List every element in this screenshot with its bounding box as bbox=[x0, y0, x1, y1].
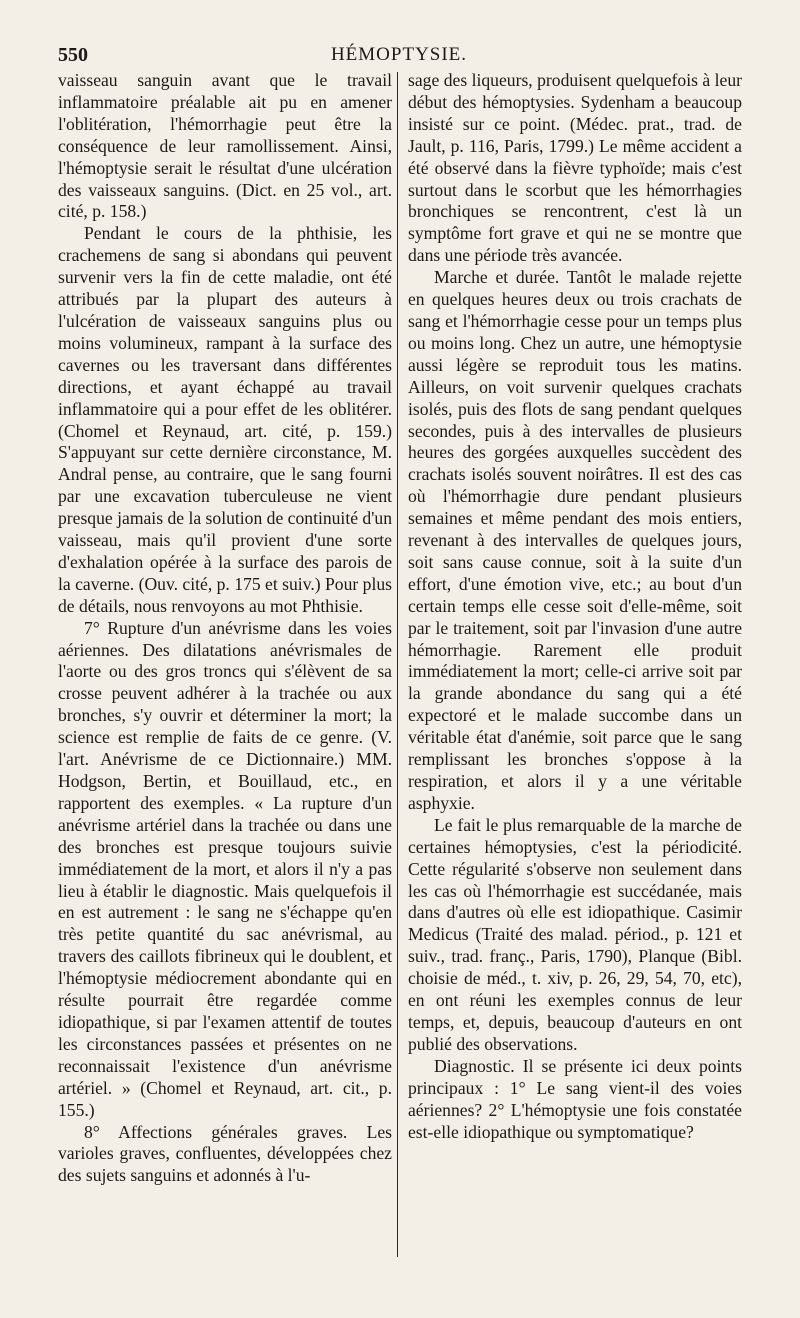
paragraph: Marche et durée. Tantôt le malade rejette en quelques heures deux ou trois crachats de sang et l'hémorrhagie cesse pour un temps plus ou moins long. Chez un autre, une hémoptysie aussi légère se reproduit tous les matins. Ailleurs, on voit survenir quelques crachats isolés, puis des flots de sang pendant quelques secondes, puis à des intervalles de plusieurs heures des gorgées auxquelles succèdent des crachats isolés souvent noirâtres. Il est des cas où l'hémorrhagie dure pendant plusieurs semaines et même pendant des mois entiers, revenant à des intervalles de quelques jours, soit sans cause connue, soit à la suite d'un effort, d'une émotion vive, etc.; au bout d'un certain temps elle cesse soit d'elle-même, soit par le traitement, soit par l'invasion d'une autre hémorrhagie. Rarement elle produit immédiatement la mort; celle-ci arrive soit par la grande abondance du sang qui a été expectoré et le malade succombe dans un véritable état d'anémie, soit parce que le sang remplissant les bronches s'oppose à la respiration, et alors il y a une véritable asphyxie. bbox=[408, 267, 742, 813]
page-header bbox=[58, 40, 760, 70]
paragraph: 8° Affections générales graves. Les varioles graves, confluentes, développées chez des sujets sanguins et adonnés à l'u- bbox=[58, 1121, 392, 1186]
left-column bbox=[58, 70, 392, 1187]
paragraph: Diagnostic. Il se présente ici deux points principaux : 1° Le sang vient-il des voies aériennes? 2° L'hémoptysie une fois constatée est-elle idiopathique ou symptomatique? bbox=[408, 1055, 742, 1142]
paragraph: Pendant le cours de la phthisie, les crachemens de sang si abondans qui peuvent survenir vers la fin de cette maladie, ont été attribués par la plupart des auteurs à l'ulcération de vaisseaux sanguins plus ou moins volumineux, rampant à la surface des cavernes ou les traversant dans différentes directions, et ayant échappé au travail inflammatoire qui a pour effet de les oblitérer. (Chomel et Reynaud, art. cité, p. 159.) S'appuyant sur cette dernière circonstance, M. Andral pense, au contraire, que le sang fourni par une excavation tuberculeuse ne vient presque jamais de la solution de continuité d'un vaisseau, mais qu'il provient d'une sorte d'exhalation opérée à la surface des parois de la caverne. (Ouv. cité, p. 175 et suiv.) Pour plus de détails, nous renvoyons au mot Phthisie. bbox=[58, 223, 392, 616]
running-title: HÉMOPTYSIE. bbox=[330, 44, 468, 65]
paragraph: sage des liqueurs, produisent quelquefois à leur début des hémoptysies. Sydenham a beaucoup insisté sur ce point. (Médec. prat., trad. de Jault, p. 116, Paris, 1799.) Le même accident a été observé dans la fièvre typhoïde; mais c'est surtout dans le scorbut que les hémorrhagies bronchiques se rencontrent, c'est là un symptôme fort grave et qui ne se montre que dans une période très avancée. bbox=[408, 70, 742, 266]
page-number: 550 bbox=[58, 43, 88, 66]
column-divider bbox=[397, 72, 398, 1257]
paragraph: vaisseau sanguin avant que le travail inflammatoire préalable ait pu en amener l'oblitération, l'hémorrhagie peut être la conséquence de leur ramollissement. Ainsi, l'hémoptysie serait le résultat d'une ulcération des vaisseaux sanguins. (Dict. en 25 vol., art. cité, p. 158.) bbox=[58, 70, 392, 222]
right-column bbox=[408, 70, 742, 1143]
paragraph: Le fait le plus remarquable de la marche de certaines hémoptysies, c'est la périodicité. Cette régularité s'observe non seulement dans les cas où l'hémorrhagie est succédanée, mais dans d'autres où elle est idiopathique. Casimir Medicus (Traité des malad. périod., p. 121 et suiv., trad. franç., Paris, 1790), Planque (Bibl. choisie de méd., t. xiv, p. 26, 29, 54, 70, etc), en ont réuni les exemples connus de leur temps, et, depuis, beaucoup d'auteurs en ont publié des observations. bbox=[408, 814, 742, 1054]
paragraph: 7° Rupture d'un anévrisme dans les voies aériennes. Des dilatations anévrismales de l'aorte ou des gros troncs qui s'élèvent de sa crosse peuvent adhérer à la trachée ou aux bronches, s'y ouvrir et déterminer la mort; la science est remplie de faits de ce genre. (V. l'art. Anévrisme de ce Dictionnaire.) MM. Hodgson, Bertin, et Bouillaud, etc., en rapportent des exemples. « La rupture d'un anévrisme artériel dans la trachée ou dans une des bronches est presque toujours suivie immédiatement de la mort, et alors il n'y a pas lieu à établir le diagnostic. Mais quelquefois il en est autrement : le sang ne s'échappe qu'en très petite quantité du sac anévrismal, au travers des caillots fibrineux qui le doublent, et l'hémoptysie médiocrement abondante qui en résulte pourrait être regardée comme idiopathique, si par l'examen attentif de toutes les circonstances passées et présentes on ne reconnaissait l'existence d'un anévrisme artériel. » (Chomel et Reynaud, art. cit., p. 155.) bbox=[58, 617, 392, 1120]
